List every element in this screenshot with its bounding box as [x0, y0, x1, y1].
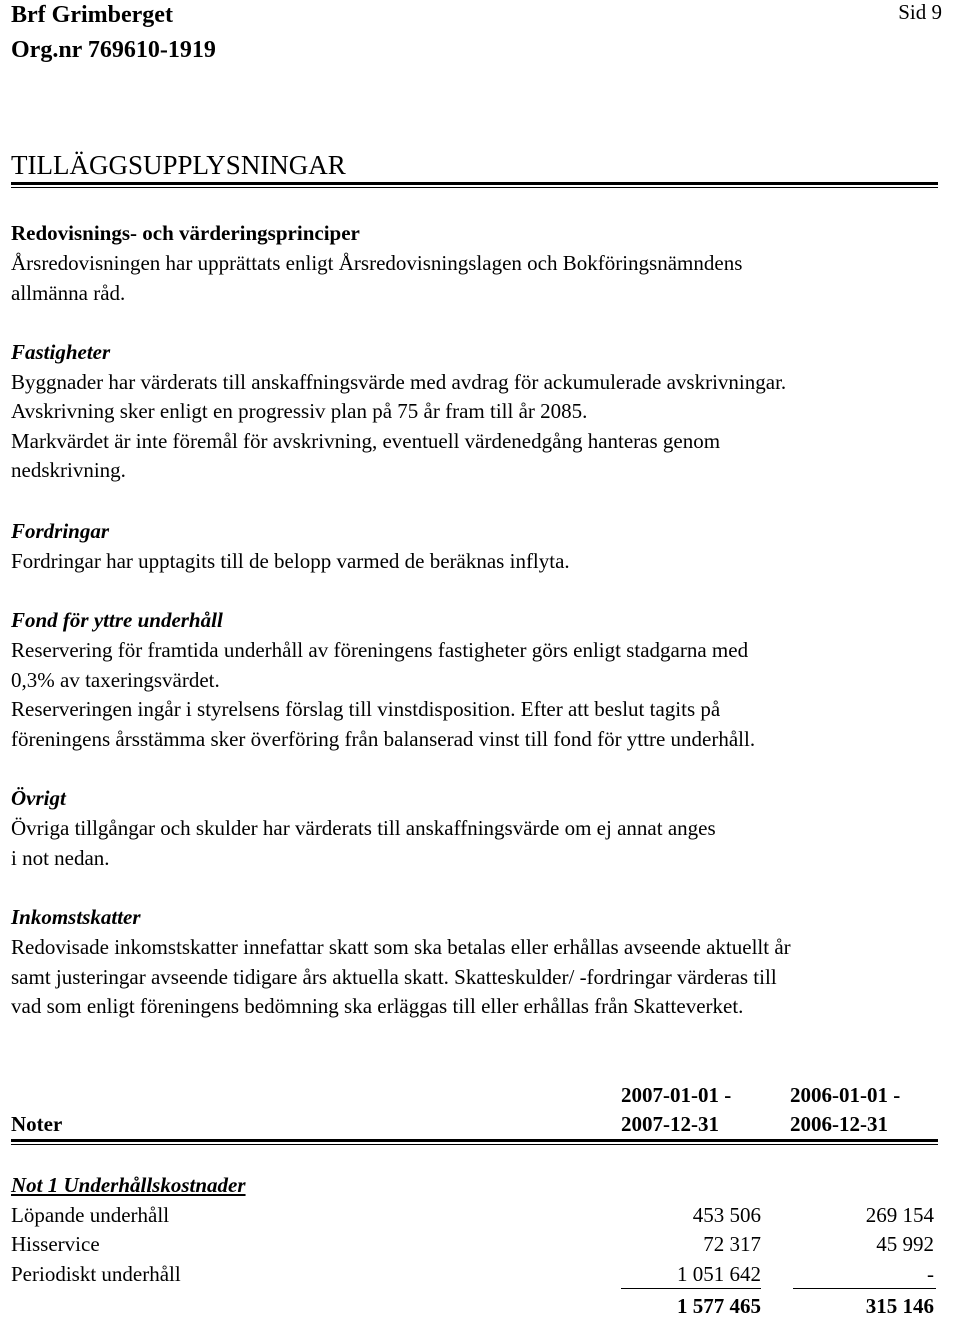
text-line: Markvärdet är inte föremål för avskrivning, eventuell värdenedgång hanteras genom	[11, 429, 721, 453]
subtotal-rule-2006	[793, 1288, 936, 1289]
note1-row-label: Hisservice	[11, 1232, 100, 1256]
section-heading-fastigheter: Fastigheter	[11, 340, 111, 364]
note1-heading: Not 1 Underhållskostnader	[11, 1173, 246, 1197]
text-line: vad som enligt föreningens bedömning ska erläggas till eller erhållas från Skatteverket.	[11, 994, 744, 1018]
text-line: Övriga tillgångar och skulder har värderats till anskaffningsvärde om ej annat anges	[11, 816, 716, 840]
section-heading-inkomstskatter: Inkomstskatter	[11, 905, 141, 929]
note1-value-2007: 453 506	[692, 1203, 761, 1227]
page-number: Sid 9	[898, 0, 942, 24]
note1-row-label: Periodiskt underhåll	[11, 1262, 181, 1286]
text-line: Årsredovisningen har upprättats enligt Årsredovisningslagen och Bokföringsnämndens	[11, 251, 743, 275]
section-heading-redovisning: Redovisnings- och värderingsprinciper	[11, 221, 360, 245]
org-number: Org.nr 769610-1919	[11, 37, 216, 63]
section-heading-fond: Fond för yttre underhåll	[11, 608, 223, 632]
text-line: Avskrivning sker enligt en progressiv plan på 75 år fram till år 2085.	[11, 399, 588, 423]
note1-total-2006: 315 146	[865, 1294, 934, 1318]
text-line: Reservering för framtida underhåll av föreningens fastigheter görs enligt stadgarna med	[11, 638, 749, 662]
text-line: Redovisade inkomstskatter innefattar skatt som ska betalas eller erhållas avseende aktuellt år	[11, 935, 791, 959]
note1-value-2007: 1 051 642	[677, 1262, 761, 1286]
section-heading-fordringar: Fordringar	[11, 519, 110, 543]
text-line: föreningens årsstämma sker överföring från balanserad vinst till fond för yttre underhåll.	[11, 727, 756, 751]
section-heading-ovrigt: Övrigt	[11, 786, 66, 810]
text-line: Byggnader har värderats till anskaffningsvärde med avdrag för ackumulerade avskrivningar.	[11, 370, 787, 394]
text-line: Fordringar har upptagits till de belopp varmed de beräknas inflyta.	[11, 549, 570, 573]
title-rule	[11, 182, 938, 188]
period-2006-end: 2006-12-31	[790, 1112, 888, 1136]
text-line: nedskrivning.	[11, 458, 126, 482]
text-line: allmänna råd.	[11, 281, 126, 305]
org-name: Brf Grimberget	[11, 2, 173, 28]
period-2007-start: 2007-01-01 -	[621, 1083, 732, 1107]
note1-value-2006: 269 154	[865, 1203, 934, 1227]
period-2006-start: 2006-01-01 -	[790, 1083, 901, 1107]
text-line: Reserveringen ingår i styrelsens förslag till vinstdisposition. Efter att beslut tagits på	[11, 697, 721, 721]
notes-label: Noter	[11, 1112, 63, 1136]
subtotal-rule-2007	[621, 1288, 761, 1289]
text-line: 0,3% av taxeringsvärdet.	[11, 668, 220, 692]
notes-rule	[11, 1139, 938, 1145]
period-2007-end: 2007-12-31	[621, 1112, 719, 1136]
note1-row-label: Löpande underhåll	[11, 1203, 170, 1227]
text-line: samt justeringar avseende tidigare års aktuella skatt. Skatteskulder/ -fordringar värderas till	[11, 965, 777, 989]
note1-value-2006: -	[927, 1262, 934, 1286]
note1-value-2006: 45 992	[876, 1232, 934, 1256]
page-title: TILLÄGGSUPPLYSNINGAR	[11, 150, 346, 180]
text-line: i not nedan.	[11, 846, 110, 870]
note1-value-2007: 72 317	[703, 1232, 761, 1256]
note1-total-2007: 1 577 465	[677, 1294, 761, 1318]
